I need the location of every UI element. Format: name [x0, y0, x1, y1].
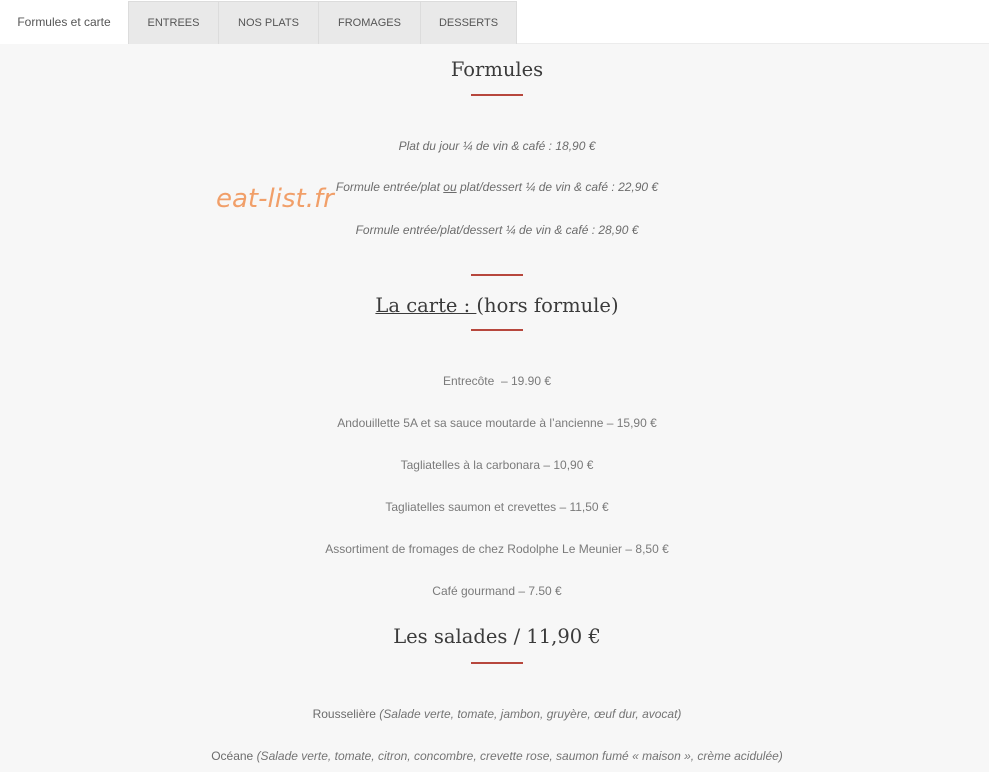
salad-description: (Salade verte, tomate, jambon, gruyère, œuf dur, avocat) [379, 707, 682, 721]
tab-label: DESSERTS [438, 17, 499, 29]
section-title-formules: Formules [450, 58, 544, 81]
menu-item: Andouillette 5A et sa sauce moutarde à l’ancienne – 15,90 € [337, 416, 657, 430]
tab-label: NOS PLATS [238, 17, 299, 29]
formule-line [5, 179, 989, 195]
salad-item [5, 706, 989, 722]
menu-content [5, 0, 989, 772]
section-title-carte-underlined: La carte : [375, 294, 477, 317]
menu-item: Tagliatelles à la carbonara – 10,90 € [400, 458, 594, 472]
tab-label: ENTREES [147, 17, 200, 29]
formule-line-part: plat/dessert ¼ de vin & café : 22,90 € [459, 180, 659, 194]
section-title-rule [471, 329, 523, 331]
salad-item [5, 748, 989, 764]
salad-name: Rousselière [312, 707, 376, 721]
salad-description: (Salade verte, tomate, citron, concombre, crevette rose, saumon fumé « maison », crème acidulée) [256, 749, 783, 763]
formule-line: Plat du jour ¼ de vin & café : 18,90 € [398, 139, 596, 153]
section-title-rule [471, 662, 523, 664]
section-title-carte [5, 293, 989, 319]
salad-name: Océane [211, 749, 254, 763]
section-title-salades: Les salades / 11,90 € [393, 625, 601, 648]
formule-line-part: Formule entrée/plat [335, 180, 440, 194]
formule-line: Formule entrée/plat/dessert ¼ de vin & café : 28,90 € [355, 223, 639, 237]
section-title-carte-rest: (hors formule) [476, 294, 619, 317]
menu-item: Café gourmand – 7.50 € [432, 584, 562, 598]
section-title-rule [471, 94, 523, 96]
menu-item: Assortiment de fromages de chez Rodolphe Le Meunier – 8,50 € [325, 542, 669, 556]
menu-item: Tagliatelles saumon et crevettes – 11,50 € [385, 500, 609, 514]
menu-item: Entrecôte – 19.90 € [442, 374, 552, 388]
watermark: eat-list.fr [216, 184, 334, 214]
tab-label: Formules et carte [17, 15, 111, 29]
tab-label: FROMAGES [338, 17, 401, 29]
formule-line-underlined-word: ou [443, 180, 457, 194]
section-divider-rule [471, 274, 523, 276]
